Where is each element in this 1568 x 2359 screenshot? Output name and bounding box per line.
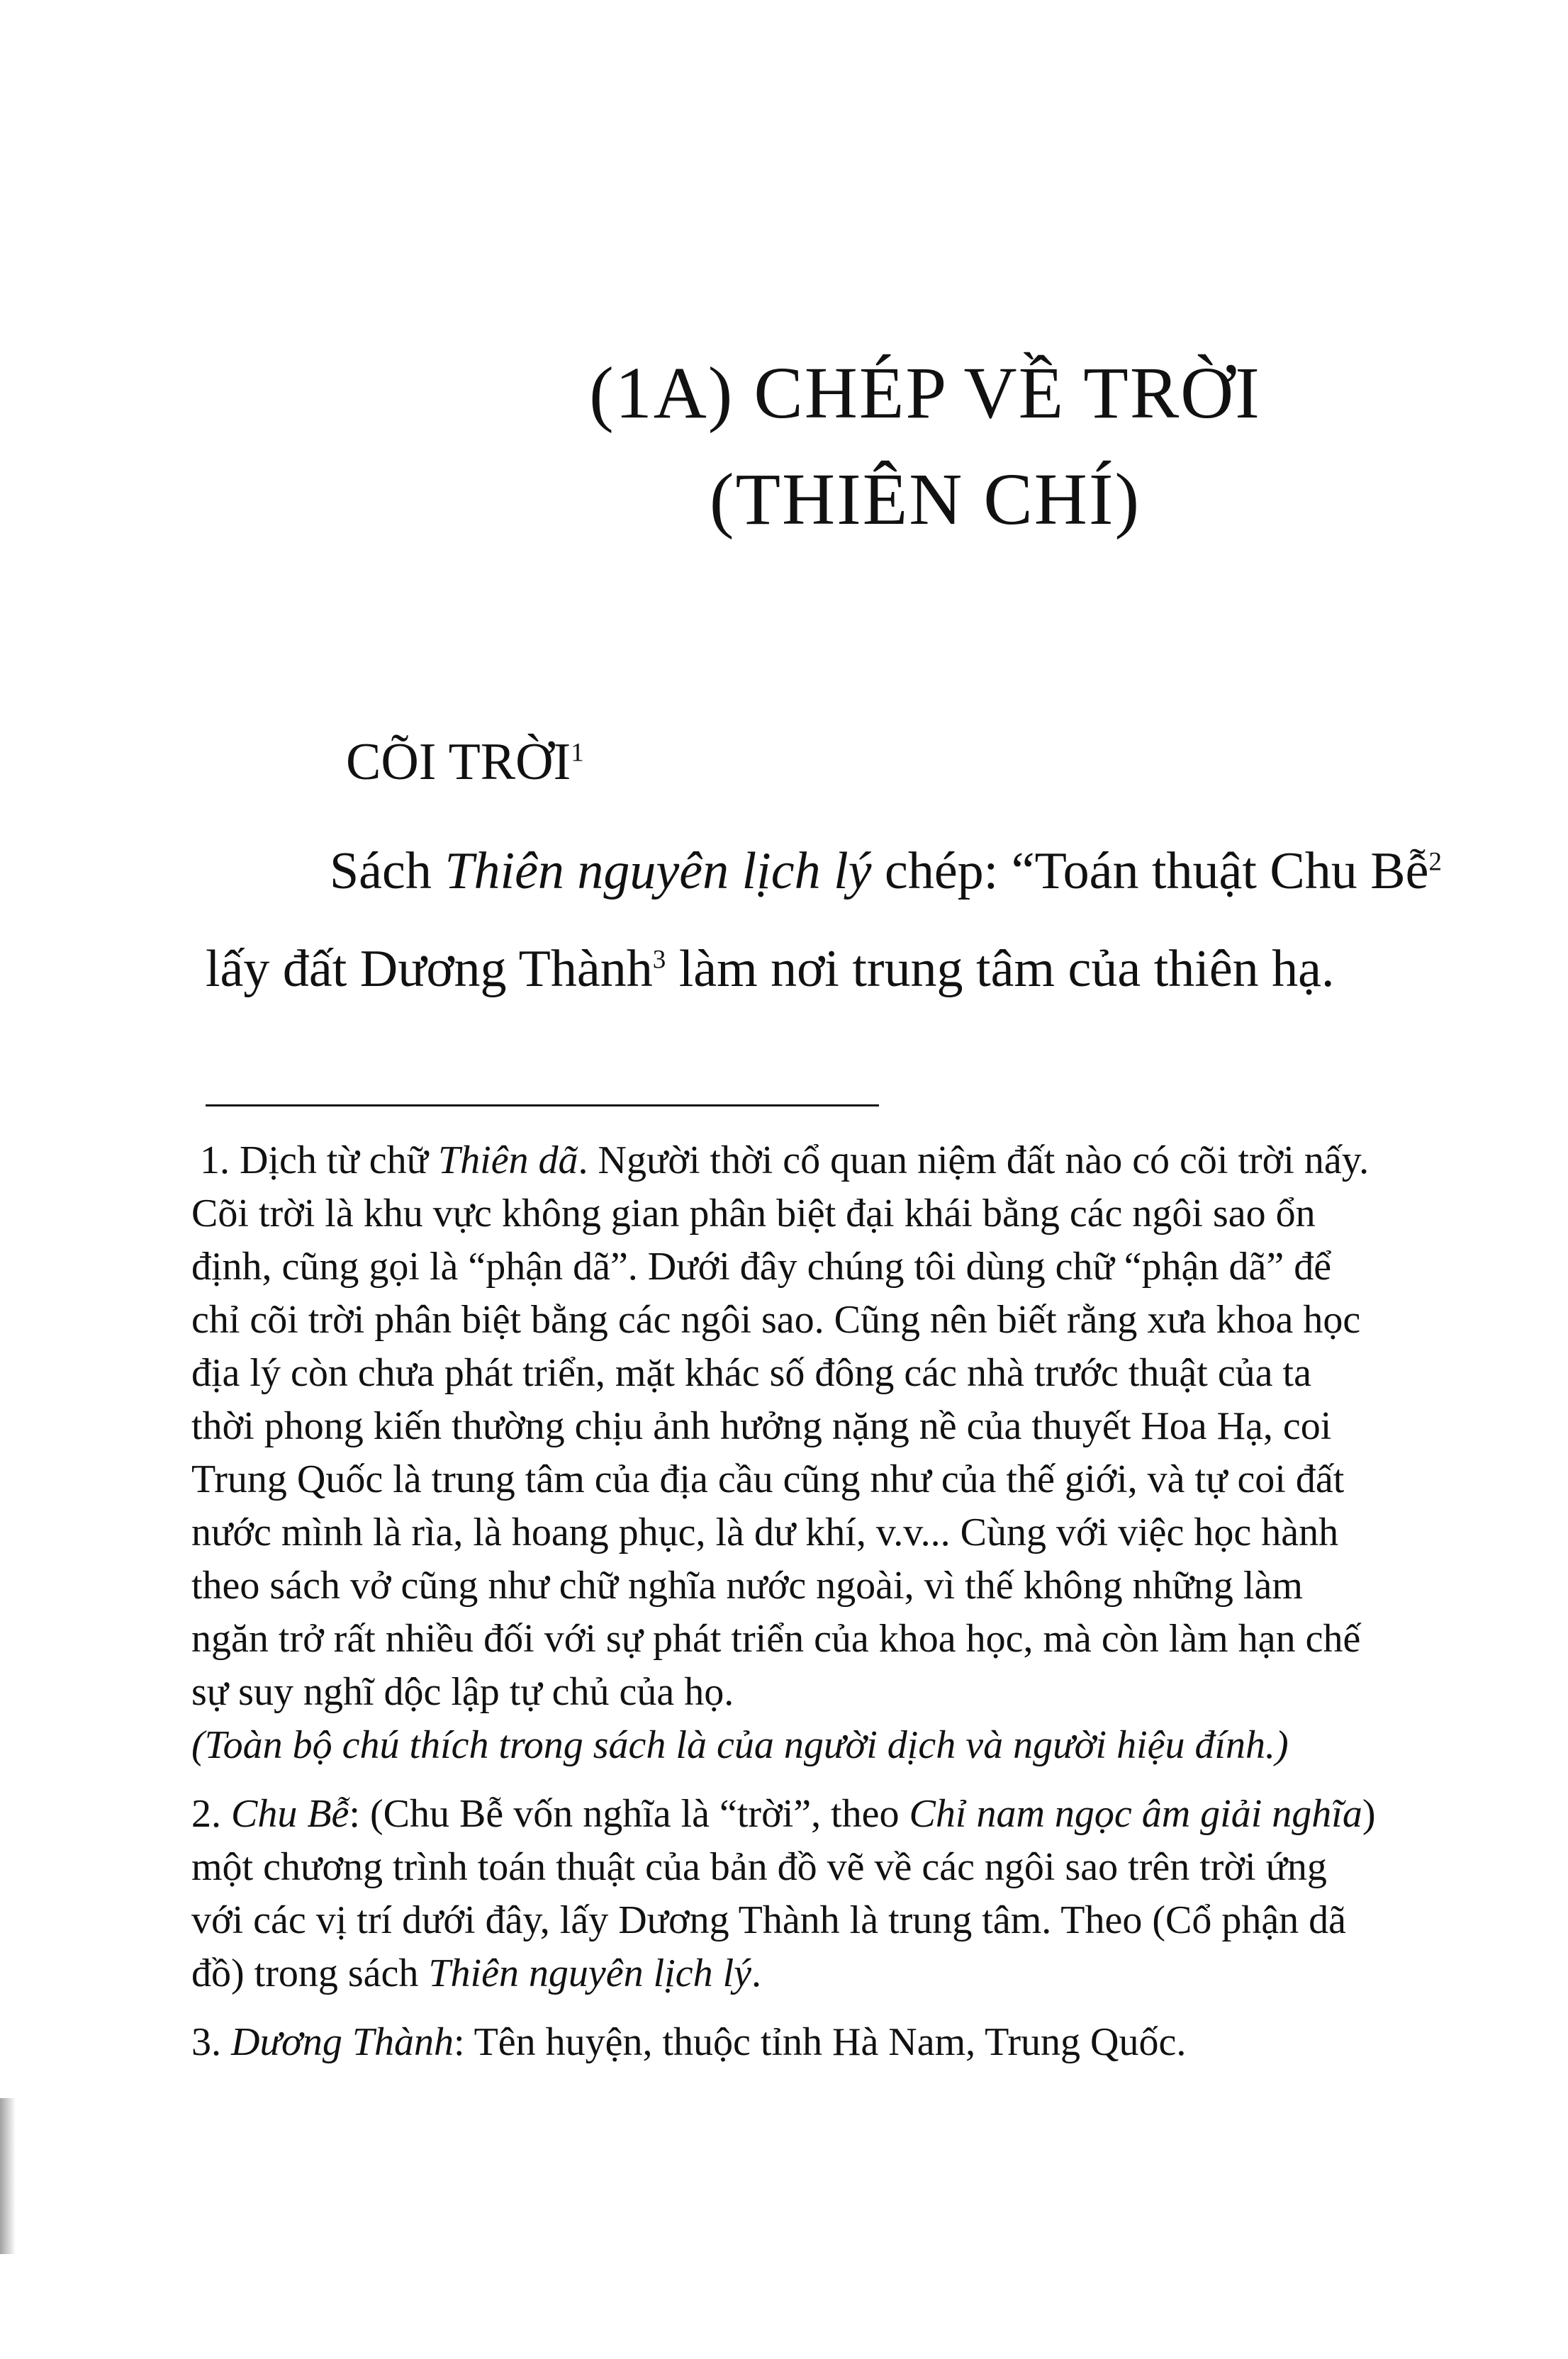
section-heading xyxy=(346,727,584,797)
footnote-1-line: thời phong kiến thường chịu ảnh hưởng nặng nề của thuyết Hoa Hạ, coi xyxy=(191,1404,1332,1448)
footnote-1-line: nước mình là rìa, là hoang phục, là dư khí, v.v... Cùng với việc học hành xyxy=(191,1511,1339,1554)
footnote-2-line: một chương trình toán thuật của bản đồ vẽ về các ngôi sao trên trời ứng xyxy=(191,1845,1327,1889)
footnote-text-run: : (Chu Bễ vốn nghĩa là “trời”, theo xyxy=(349,1792,909,1836)
footnote-text-run: : Tên huyện, thuộc tỉnh Hà Nam, Trung Quốc. xyxy=(454,2020,1187,2064)
footnote-ref-3: 3 xyxy=(652,945,666,975)
body-text-run: làm nơi trung tâm của thiên hạ. xyxy=(666,940,1335,998)
footnote-italic-term: Dương Thành xyxy=(231,2020,454,2064)
translator-note: (Toàn bộ chú thích trong sách là của người dịch và người hiệu đính.) xyxy=(191,1723,1289,1767)
footnote-1-line: định, cũng gọi là “phận dã”. Dưới đây chúng tôi dùng chữ “phận dã” để xyxy=(191,1245,1332,1289)
footnote-italic-term: Chu Bễ xyxy=(231,1792,349,1836)
book-title-italic: Thiên nguyên lịch lý xyxy=(428,1951,752,1995)
section-heading-text: CÕI TRỜI xyxy=(346,733,571,791)
footnotes xyxy=(191,1134,1510,2069)
footnote-2-line: với các vị trí dưới đây, lấy Dương Thành là trung tâm. Theo (Cổ phận dã xyxy=(191,1898,1347,1942)
footnote-1-line: Cõi trời là khu vực không gian phân biệt đại khái bằng các ngôi sao ổn xyxy=(191,1192,1316,1235)
body-text-run: chép: “Toán thuật Chu Bễ xyxy=(871,842,1429,900)
chapter-title-line-1: (1A) CHÉP VỀ TRỜI xyxy=(589,352,1261,434)
book-title-italic: Chỉ nam ngọc âm giải nghĩa xyxy=(909,1792,1362,1836)
body-paragraph xyxy=(206,822,1538,1018)
body-text-run: Sách xyxy=(330,842,445,900)
footnote-1-line: chỉ cõi trời phân biệt bằng các ngôi sao. Cũng nên biết rằng xưa khoa học xyxy=(191,1298,1361,1342)
footnote-text-run: 1. Dịch từ chữ xyxy=(200,1138,438,1182)
footnote-1-line: sự suy nghĩ dộc lập tự chủ của họ. xyxy=(191,1670,734,1714)
body-text-run: lấy đất Dương Thành xyxy=(206,940,653,998)
book-title-italic: Thiên nguyên lịch lý xyxy=(444,842,872,900)
footnote-1-line xyxy=(191,1134,1510,1187)
footnote-1-line: địa lý còn chưa phát triển, mặt khác số đông các nhà trước thuật của ta xyxy=(191,1351,1311,1395)
footnote-ref-1: 1 xyxy=(571,738,584,768)
footnote-1-line: theo sách vở cũng như chữ nghĩa nước ngoài, vì thế không những làm xyxy=(191,1564,1303,1608)
footnote-1 xyxy=(191,1134,1510,1772)
footnote-text-run: đồ) trong sách xyxy=(191,1951,429,1995)
body-line-1 xyxy=(206,822,1538,920)
footnote-3-line xyxy=(191,2016,1510,2069)
footnote-divider xyxy=(206,1104,879,1106)
body-line-2 xyxy=(206,920,1538,1018)
footnote-text-run: . xyxy=(751,1951,762,1995)
footnote-number: 2. xyxy=(191,1792,231,1836)
footnote-ref-2: 2 xyxy=(1428,847,1442,877)
footnote-text-run: . Người thời cổ quan niệm đất nào có cõi trời nấy. xyxy=(578,1138,1370,1182)
footnote-2-line xyxy=(191,1947,1510,2000)
scan-edge-shadow xyxy=(0,2098,16,2254)
footnote-1-line: ngăn trở rất nhiều đối với sự phát triển của khoa học, mà còn làm hạn chế xyxy=(191,1617,1361,1661)
footnote-number: 3. xyxy=(191,2020,231,2064)
footnote-2 xyxy=(191,1788,1510,2000)
footnote-3 xyxy=(191,2016,1510,2069)
footnote-text-run: ) xyxy=(1362,1792,1376,1836)
chapter-title xyxy=(553,340,1297,553)
footnote-2-line xyxy=(191,1788,1510,1841)
footnote-italic-term: Thiên dã xyxy=(437,1138,578,1182)
chapter-title-line-2: (THIÊN CHÍ) xyxy=(709,459,1141,540)
footnote-1-line: Trung Quốc là trung tâm của địa cầu cũng như của thế giới, và tự coi đất xyxy=(191,1457,1345,1501)
